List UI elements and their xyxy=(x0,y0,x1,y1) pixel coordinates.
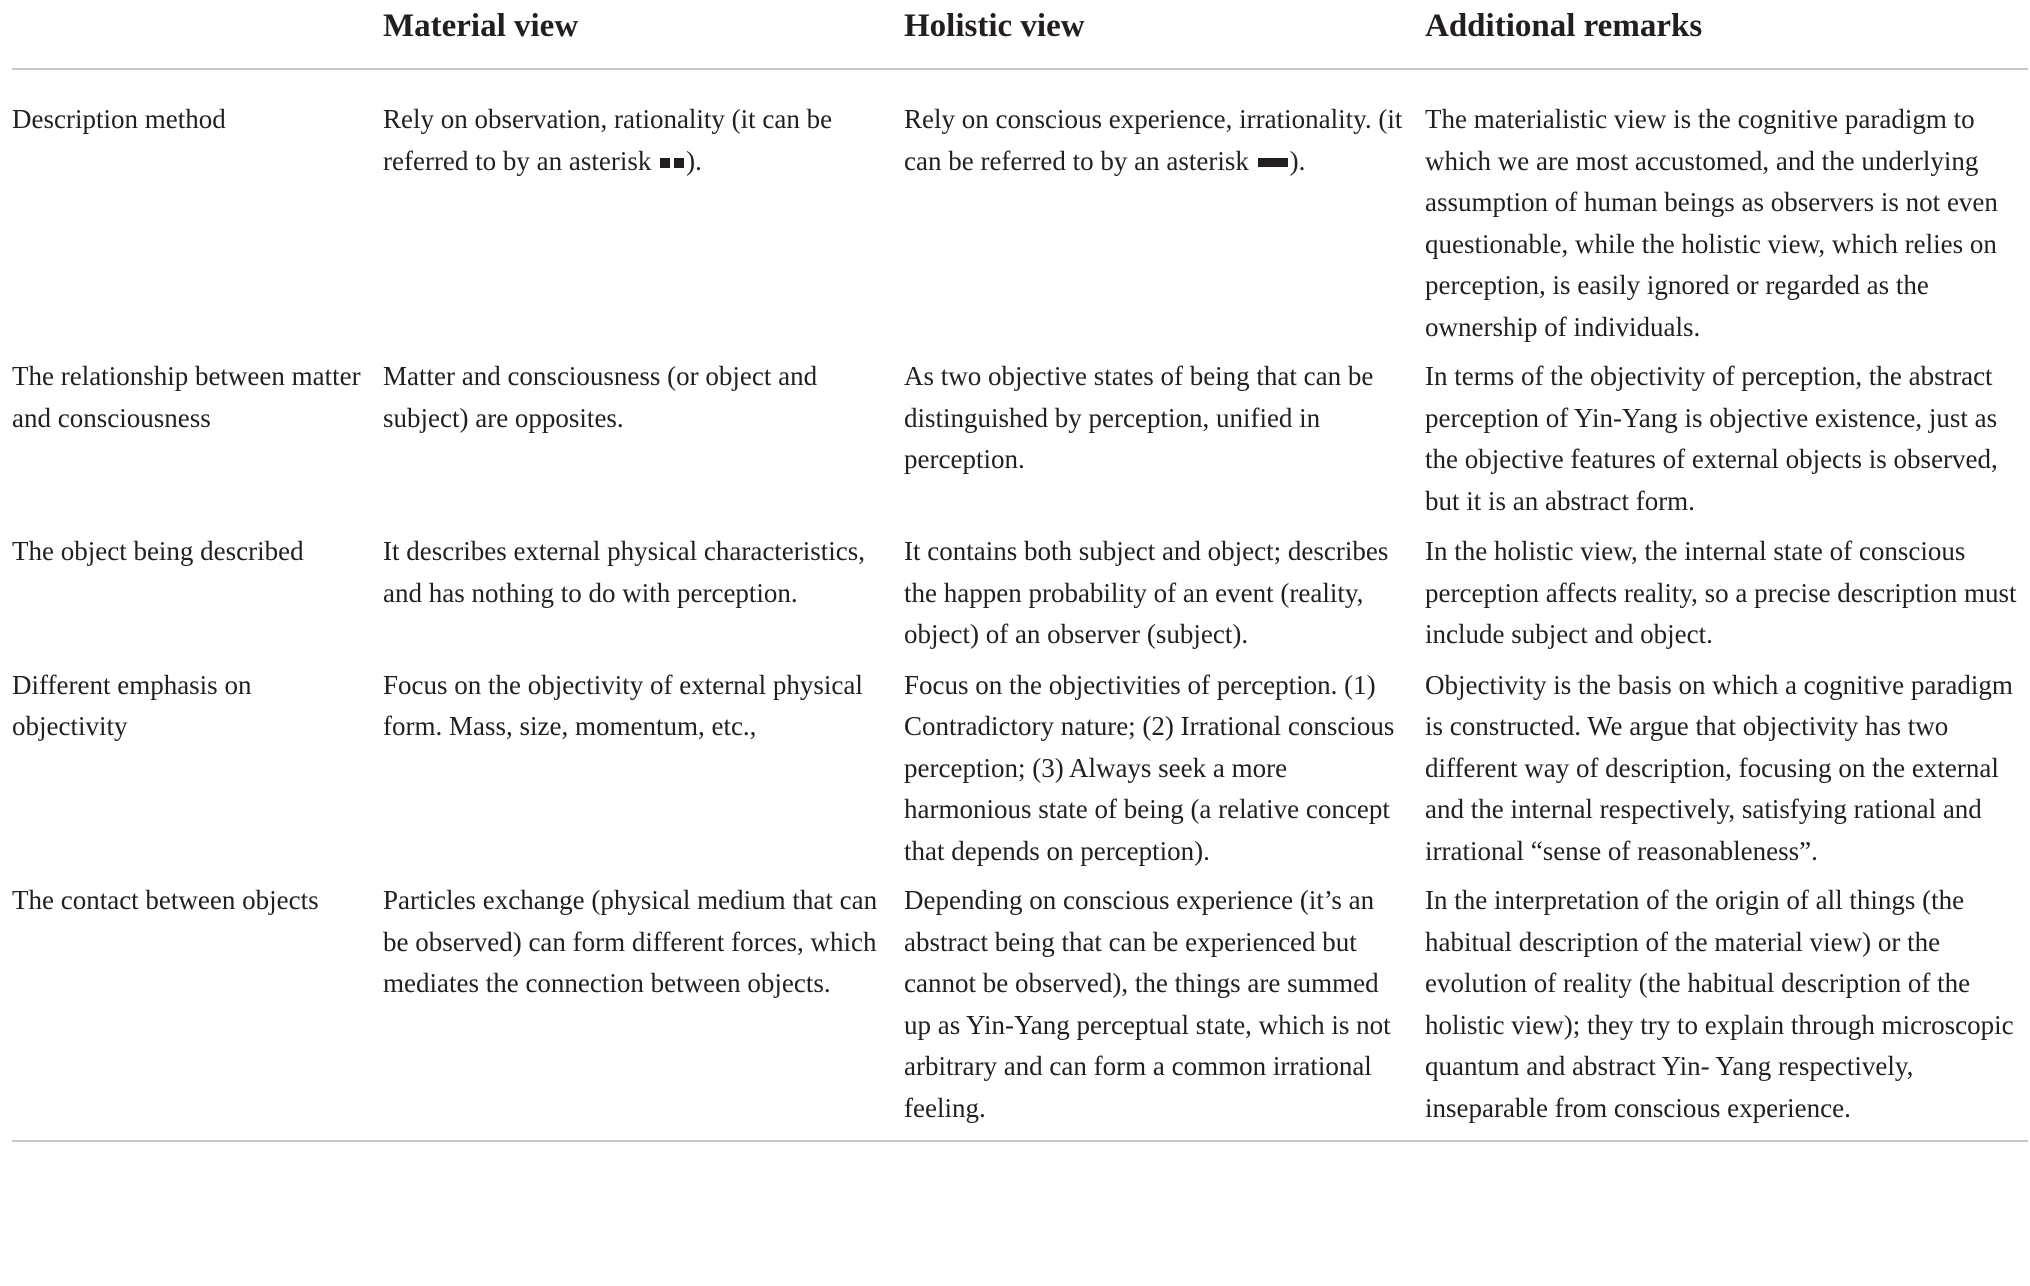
material-cell: It describes external physical characteristics, and has nothing to do with perception. xyxy=(383,536,866,608)
table-row xyxy=(12,69,2028,348)
holistic-cell: As two objective states of being that can be distinguished by perception, unified in perception. xyxy=(904,361,1374,474)
holistic-text: Rely on conscious experience, irrationality. (it can be referred to by an asterisk xyxy=(904,104,1403,176)
material-text-end: ). xyxy=(686,145,702,176)
material-cell: Focus on the objectivity of external physical form. Mass, size, momentum, etc., xyxy=(383,669,863,741)
material-text: Rely on observation, rationality (it can be referred to by an asterisk xyxy=(383,104,833,176)
table-body xyxy=(12,69,2028,1141)
table-row xyxy=(12,656,2028,873)
material-cell xyxy=(383,69,904,348)
table-row xyxy=(12,522,2028,656)
material-cell: Particles exchange (physical medium that can be observed) can form different forces, which mediates the connection between objects. xyxy=(383,872,904,1141)
holistic-cell: Focus on the objectivities of perception. (1) Contradictory nature; (2) Irrational conscious perception; (3) Always seek a more harmonious state of being (a relative concept that depends on perception). xyxy=(904,669,1395,866)
row-label: The object being described xyxy=(12,536,304,566)
header-holistic-view: Holistic view xyxy=(904,0,1425,69)
header-row xyxy=(12,0,2028,69)
header-blank xyxy=(12,0,383,69)
row-label: The contact between objects xyxy=(12,872,383,1141)
asterisk-bar-icon xyxy=(1258,158,1288,167)
header-additional-remarks: Additional remarks xyxy=(1425,0,2028,69)
holistic-cell: It contains both subject and object; describes the happen probability of an event (reality, object) of an observer (subject). xyxy=(904,536,1389,649)
holistic-cell: Depending on conscious experience (it’s an abstract being that can be experienced but cannot be observed), the things are summed up as Yin-Yang perceptual state, which is not arbitrary and can form a common irrational feeling. xyxy=(904,872,1425,1141)
asterisk-square-icon xyxy=(674,158,684,168)
table-row xyxy=(12,872,2028,1141)
table-header xyxy=(12,0,2028,69)
row-label: Different emphasis on objectivity xyxy=(12,669,252,741)
asterisk-square-icon xyxy=(660,158,670,168)
remarks-cell: In the holistic view, the internal state of conscious perception affects reality, so a precise description must include subject and object. xyxy=(1425,536,2017,649)
row-label: The relationship between matter and consciousness xyxy=(12,361,361,433)
row-label: Description method xyxy=(12,104,226,134)
header-material-view: Material view xyxy=(383,0,904,69)
remarks-cell: In the interpretation of the origin of all things (the habitual description of the material view) or the evolution of reality (the habitual description of the holistic view); they try to explain through microscopic quantum and abstract Yin- Yang respectively, inseparable from conscious experience. xyxy=(1425,872,2028,1141)
remarks-cell: The materialistic view is the cognitive paradigm to which we are most accustomed, and the underlying assumption of human beings as observers is not even questionable, while the holistic view, which relies on perception, is easily ignored or regarded as the ownership of individuals. xyxy=(1425,104,1998,342)
remarks-cell: In terms of the objectivity of perception, the abstract perception of Yin-Yang is objective existence, just as the objective features of external objects is observed, but it is an abstract form. xyxy=(1425,361,1998,516)
holistic-text-end: ). xyxy=(1289,145,1306,176)
table-row xyxy=(12,348,2028,522)
holistic-cell xyxy=(904,69,1425,348)
remarks-cell: Objectivity is the basis on which a cognitive paradigm is constructed. We argue that objectivity has two different way of description, focusing on the external and the internal respectively, satisfying rational and irrational “sense of reasonableness”. xyxy=(1425,669,2013,866)
material-cell: Matter and consciousness (or object and subject) are opposites. xyxy=(383,361,818,433)
comparison-table xyxy=(12,0,2028,1142)
